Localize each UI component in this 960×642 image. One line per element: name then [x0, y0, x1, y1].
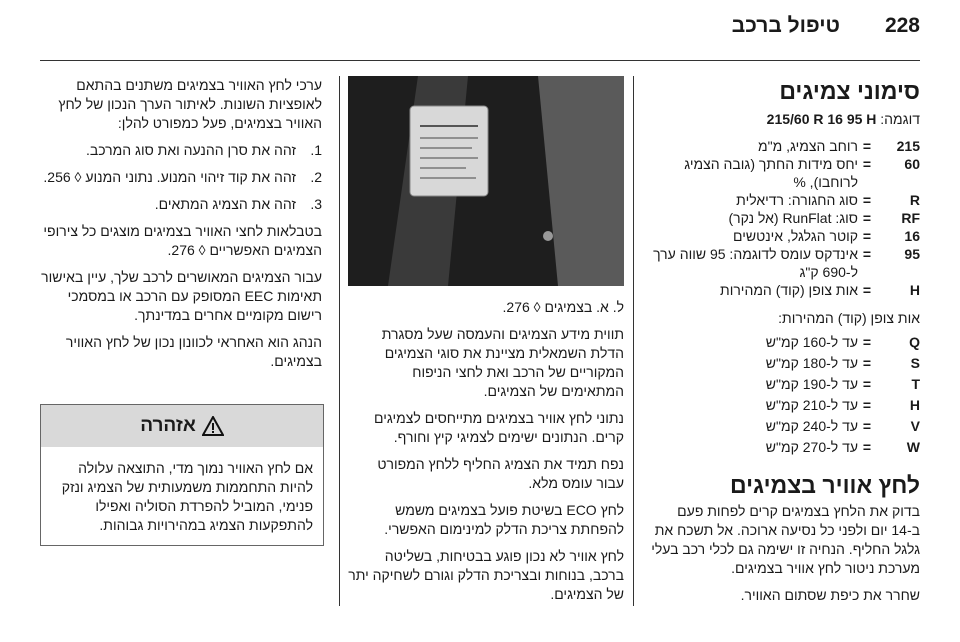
speed-code: W: [906, 439, 920, 455]
spec-row: [648, 209, 920, 227]
speed-equals: =: [862, 355, 872, 371]
step-number: 1.: [310, 142, 322, 158]
step-number: 3.: [310, 196, 322, 212]
spec-list: [648, 137, 920, 299]
speed-row: [648, 395, 920, 416]
right-column: [648, 76, 920, 605]
warning-title: אזהרה: [140, 415, 196, 436]
door-label-photo: [348, 76, 624, 286]
spec-description: קוטר הגלגל, אינטשים: [733, 228, 858, 244]
page-title: טיפול ברכב: [731, 14, 840, 37]
spec-row: [648, 227, 920, 245]
spec-description: סוג החגורה: רדיאלית: [736, 192, 858, 208]
speed-description: עד ל-190 קמ"ש: [765, 376, 858, 392]
example-line: [648, 110, 920, 129]
pressure-tables-paragraph: בטבלאות לחצי האוויר בצמיגים מוצגים כל צירופי הצמיגים האפשריים ◊ 276.: [43, 223, 322, 258]
photo-caption: ל. א. בצמיגים ◊ 276.: [502, 299, 624, 315]
step-text: זהה את סרן ההנעה ואת סוג המרכב.: [85, 142, 296, 158]
spec-code: 60: [904, 156, 920, 172]
spec-row: [648, 281, 920, 299]
eco-pressure-paragraph: לחץ ECO בשיטת פועל בצמיגים משמש להפחתת צריכת הדלק למינימום האפשרי.: [384, 502, 624, 537]
speed-row: [648, 374, 920, 395]
column-divider-left: [339, 76, 340, 606]
warning-body: אם לחץ האוויר נמוך מדי, התוצאה עלולה להיות התחממות משמעותית של הצמיג ונזק פנימי, המוביל להפרדת הסוליה ואפילו להתפקעות הצמיג במהירויות גבוהות.: [61, 460, 313, 533]
speed-row: [648, 353, 920, 374]
step-text: זהה את הצמיג המתאים.: [154, 196, 296, 212]
speed-equals: =: [862, 376, 872, 392]
spec-equals: =: [862, 210, 872, 226]
speed-equals: =: [862, 439, 872, 455]
incorrect-pressure-paragraph: לחץ אוויר לא נכון פוגע בבטיחות, בשליטה ברכב, בנוחות ובצריכת הדלק וגורם לשחיקה יתר של הצמיגים.: [348, 548, 624, 602]
spec-description: אות צופן (קוד) המהירות: [720, 282, 858, 298]
spec-row: [648, 137, 920, 155]
speed-description: עד ל-210 קמ"ש: [765, 397, 858, 413]
speed-row: [648, 437, 920, 458]
speed-list: [648, 332, 920, 458]
spec-equals: =: [862, 228, 872, 244]
speed-intro: אות צופן (קוד) המהירות:: [778, 310, 920, 326]
example-label: דוגמה:: [876, 111, 920, 127]
speed-equals: =: [862, 418, 872, 434]
warning-box: [40, 404, 324, 546]
step-item: [40, 141, 322, 160]
step-number: 2.: [310, 169, 322, 185]
spec-equals: =: [862, 246, 872, 262]
warning-triangle-icon: [202, 416, 224, 436]
header-rule: [40, 60, 920, 61]
tire-markings-heading: סימוני צמיגים: [779, 78, 920, 104]
speed-code: S: [910, 355, 920, 371]
tire-pressure-paragraph: בדוק את הלחץ בצמיגים קרים לפחות פעם ב-14 יום ולפני כל נסיעה ארוכה. אל תשכח את גלגל החליף. הנחיה זו ישימה גם לכלי רכב בעלי מערכת ניטור לחץ אוויר בצמיגים.: [651, 503, 920, 576]
spec-code: 95: [904, 246, 920, 262]
example-value: 215/60 R 16 95 H: [766, 111, 877, 127]
speed-equals: =: [862, 397, 872, 413]
column-divider-right: [633, 76, 634, 606]
middle-column: [348, 298, 624, 612]
eec-paragraph: עבור הצמיגים המאושרים לרכב שלך, עיין באישור תאימות EEC המסופק עם הרכב או במסמכי רישום מקומיים אחרים במדינתך.: [41, 269, 322, 323]
speed-row: [648, 416, 920, 437]
tire-label-paragraph: תווית מידע הצמיגים והעמסה שעל מסגרת הדלת השמאלית מציינת את סוגי הצמיגים המקוריים של הרכב ואת לחצי הניפוח המתאימים של הצמיגים.: [381, 326, 624, 399]
spec-equals: =: [862, 156, 872, 172]
tire-pressure-heading: לחץ אוויר בצמיגים: [730, 472, 920, 498]
spec-code: RF: [901, 210, 920, 226]
spec-row: [648, 245, 920, 281]
spec-description: יחס מידות החתך (גובה הצמיג לרוחבו), %: [684, 156, 858, 190]
spec-code: H: [909, 282, 920, 298]
spec-row: [648, 155, 920, 191]
spec-equals: =: [862, 282, 872, 298]
spec-description: אינדקס עומס לדוגמה: 95 שווה ערך ל-690 ק"ג: [653, 246, 858, 280]
speed-equals: =: [862, 334, 872, 350]
cold-tire-paragraph: נתוני לחץ אוויר בצמיגים מתייחסים לצמיגים קרים. הנתונים ישימים לצמיגי קיץ וחורף.: [374, 410, 624, 445]
speed-description: עד ל-270 קמ"ש: [765, 439, 858, 455]
spare-tire-paragraph: נפח תמיד את הצמיג החליף ללחץ המפורט עבור עומס מלא.: [377, 456, 624, 491]
door-pillar-illustration: [348, 76, 624, 286]
pressure-values-paragraph: ערכי לחץ האוויר בצמיגים משתנים בהתאם לאופציות השונות. לאיתור הערך הנכון של לחץ האוויר בצמיגים, פעל כמפורט להלן:: [58, 77, 322, 131]
speed-code: H: [909, 397, 920, 413]
spec-description: רוחב הצמיג, מ"מ: [758, 138, 858, 154]
step-text: זהה את קוד זיהוי המנוע. נתוני המנוע ◊ 256.: [43, 169, 296, 185]
valve-cap-paragraph: שחרר את כיפת שסתום האוויר.: [740, 587, 920, 603]
warning-header: [41, 405, 323, 447]
spec-code: R: [909, 192, 920, 208]
steps-list: [40, 141, 322, 214]
left-column: [40, 76, 322, 379]
speed-description: עד ל-240 קמ"ש: [765, 418, 858, 434]
page-number: 228: [884, 14, 920, 37]
speed-description: עד ל-180 קמ"ש: [765, 355, 858, 371]
speed-code: Q: [909, 334, 920, 350]
speed-code: V: [910, 418, 920, 434]
spec-equals: =: [862, 192, 872, 208]
spec-equals: =: [862, 138, 872, 154]
speed-row: [648, 332, 920, 353]
step-item: [40, 168, 322, 187]
speed-description: עד ל-160 קמ"ש: [765, 334, 858, 350]
spec-code: 16: [904, 228, 920, 244]
step-item: [40, 195, 322, 214]
spec-description: סוג: RunFlat (אל נקר): [728, 210, 858, 226]
speed-code: T: [911, 376, 920, 392]
spec-row: [648, 191, 920, 209]
driver-responsibility-paragraph: הנהג הוא האחראי לכוונון נכון של לחץ האוויר בצמיגים.: [65, 334, 322, 369]
spec-code: 215: [896, 138, 920, 154]
